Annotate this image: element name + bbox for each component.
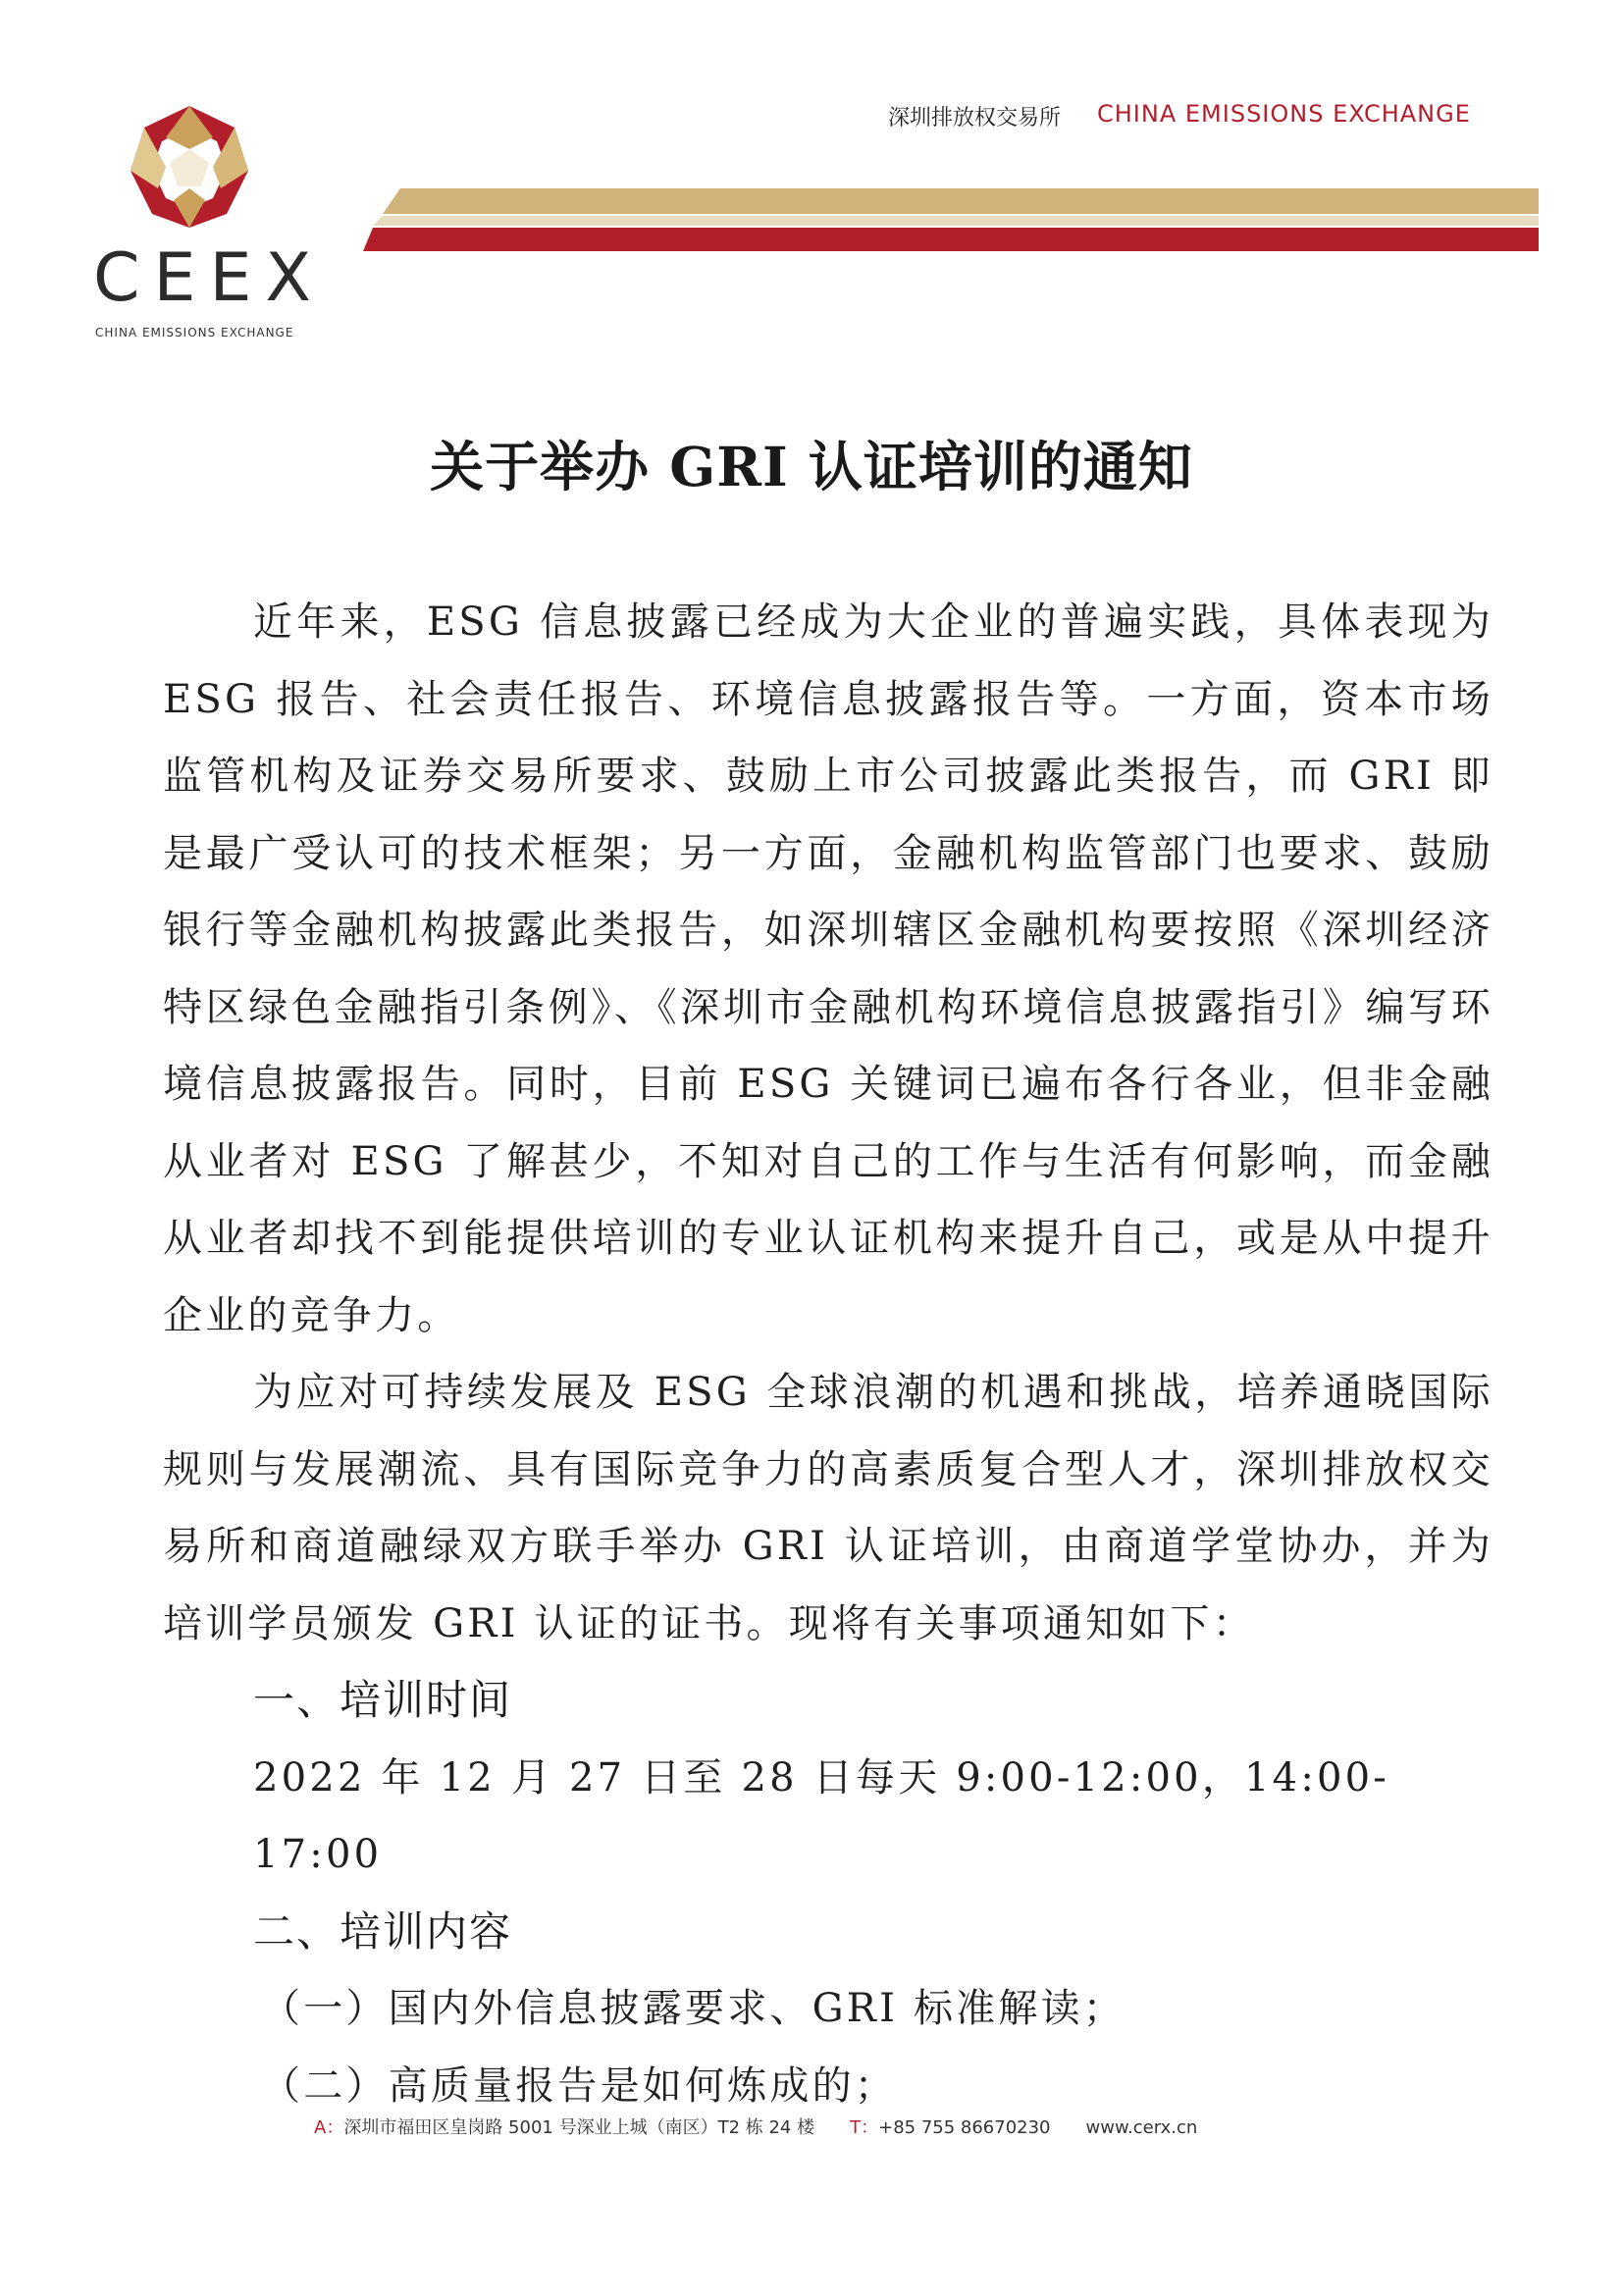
body-paragraph: 近年来，ESG 信息披露已经成为大企业的普遍实践，具体表现为 ESG 报告、社会责任报告、环境信息披露报告等。一方面，资本市场监管机构及证券交易所要求、鼓励上市公司披露此类报告，而 GRI 即是最广受认可的技术框架；另一方面，金融机构监管部门也要求、鼓励银行等金融机构披露此类报告，如深圳辖区金融机构要按照《深圳经济特区绿色金融指引条例》、《深圳市金融机构环境信息披露指引》编写环境信息披露报告。同时，目前 ESG 关键词已遍布各行各业，但非金融从业者对 ESG 了解甚少，不知对自己的工作与生活有何影响，而金融从业者却找不到能提供培训的专业认证机构来提升自己，或是从中提升企业的竞争力。 [163,600,1493,1338]
document-title: 关于举办 GRI 认证培训的通知 [430,435,1193,498]
body-paragraph: 为应对可持续发展及 ESG 全球浪潮的机遇和挑战，培养通晓国际规则与发展潮流、具有国际竞争力的高素质复合型人才，深圳排放权交易所和商道融绿双方联手举办 GRI 认证培训，由商道学堂协办，并为培训学员颁发 GRI 认证的证书。现将有关事项通知如下： [163,1370,1493,1646]
address-label: A： [314,2117,344,2138]
content-list-item: （二）高质量报告是如何炼成的； [261,2062,897,2109]
footer-address: 深圳市福田区皇岗路 5001 号深业上城（南区）T2 栋 24 楼 [343,2117,815,2138]
section-heading-time: 一、培训时间 [253,1676,513,1724]
org-name-cn: 深圳排放权交易所 [888,106,1062,130]
section-heading-content: 二、培训内容 [253,1906,513,1956]
ceex-logo-mark-icon [111,98,268,235]
document-body [163,584,1493,2124]
header-band-stripes-icon [363,177,1539,255]
org-name-en: CHINA EMISSIONS EXCHANGE [1097,100,1471,128]
logo-wordmark: CEEX [93,239,325,317]
content-list-item: （一）国内外信息披露要求、GRI 标准解读； [261,1986,1126,2031]
footer [314,2113,1197,2139]
footer-website: www.cerx.cn [1085,2117,1198,2138]
header-band [363,177,1539,255]
ceex-logo [93,98,325,343]
phone-label: T： [850,2117,879,2138]
training-time-text: 2022 年 12 月 27 日至 28 日每天 9:00-12:00，14:00-17:00 [253,1754,1390,1877]
logo-subtitle: CHINA EMISSIONS EXCHANGE [95,326,294,339]
footer-phone: +85 755 86670230 [878,2117,1051,2138]
